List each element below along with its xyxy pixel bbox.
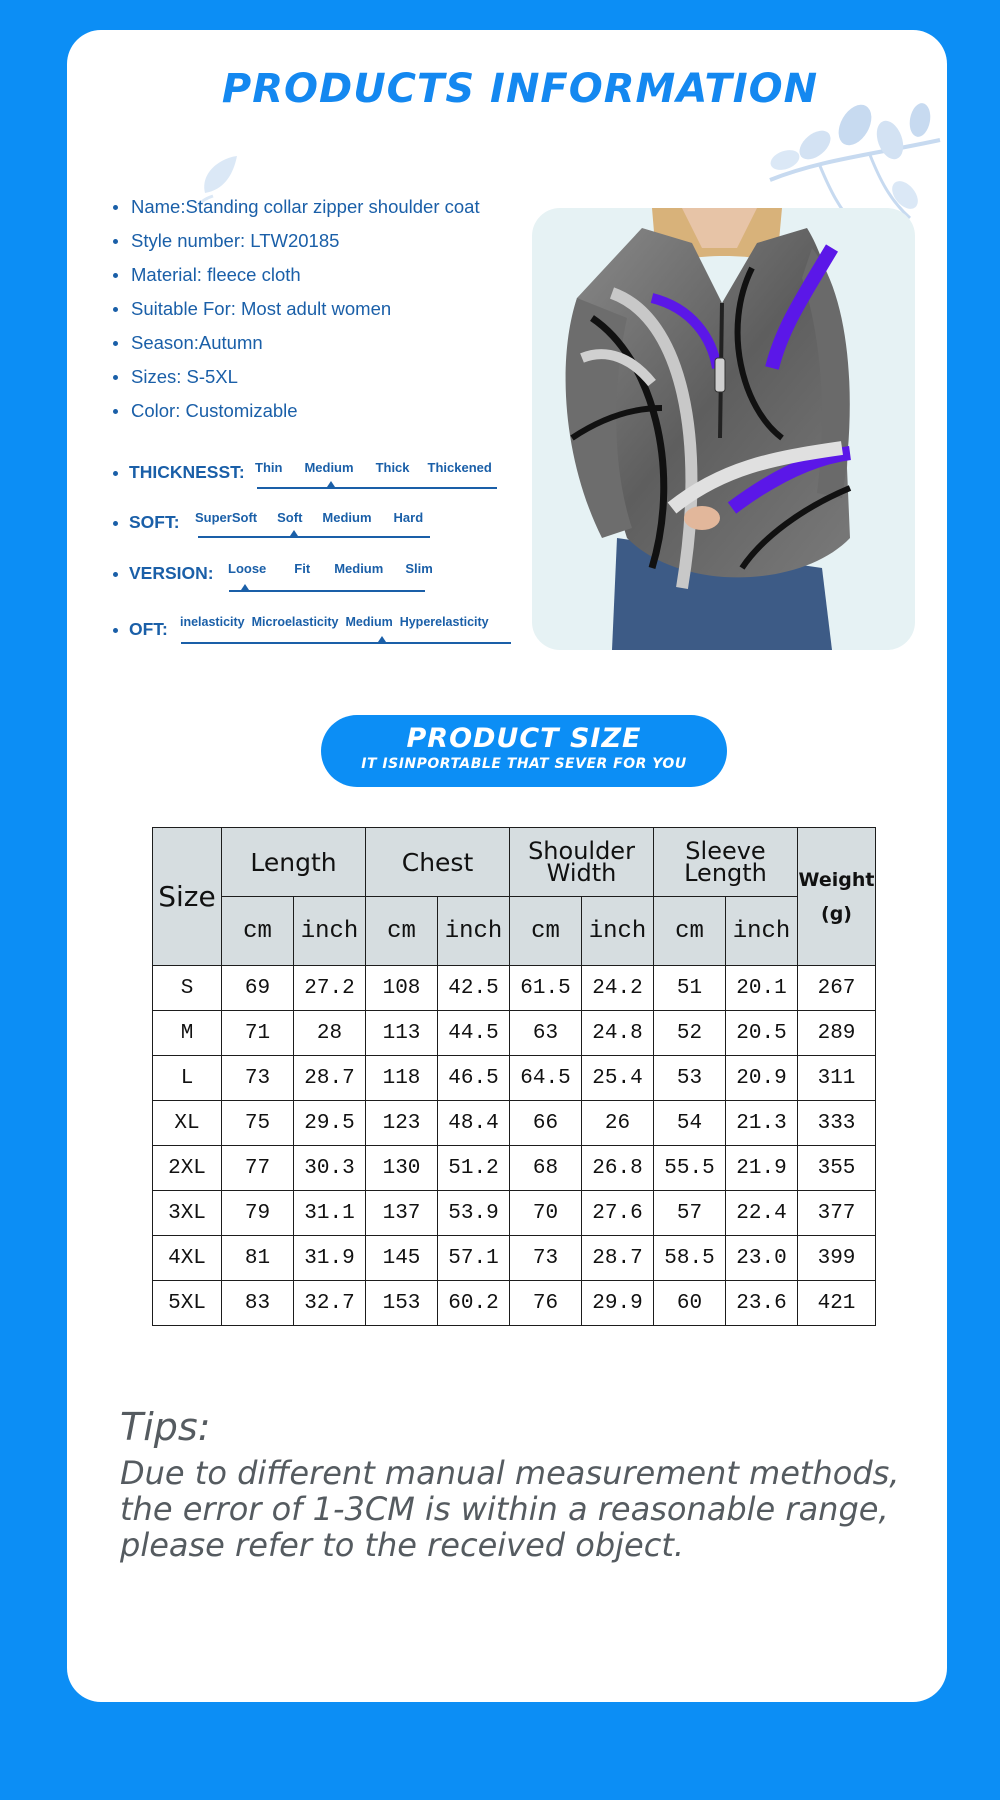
product-size-title: PRODUCT SIZE <box>406 723 642 754</box>
info-item-suitable: Suitable For: Most adult women <box>113 295 480 329</box>
table-cell: 66 <box>510 1101 582 1146</box>
size-header: Size <box>153 828 222 966</box>
table-cell: 71 <box>222 1011 294 1056</box>
table-cell: 28 <box>294 1011 366 1056</box>
info-item-color: Color: Customizable <box>113 397 480 431</box>
table-cell: 130 <box>366 1146 438 1191</box>
shoulder-width-header-line1: Shoulder <box>528 837 635 865</box>
scale-option: Slim <box>405 561 433 576</box>
table-cell: 21.9 <box>726 1146 798 1191</box>
length-header: Length <box>222 828 366 897</box>
table-cell: 51.2 <box>438 1146 510 1191</box>
sleeve-length-header-line1: Sleeve <box>685 837 766 865</box>
table-cell: 60.2 <box>438 1281 510 1326</box>
table-cell: M <box>153 1011 222 1056</box>
table-row <box>153 1281 876 1326</box>
table-row <box>153 1011 876 1056</box>
table-cell: 20.5 <box>726 1011 798 1056</box>
product-size-banner <box>321 715 727 787</box>
table-cell: 23.6 <box>726 1281 798 1326</box>
table-cell: 113 <box>366 1011 438 1056</box>
table-cell: 57 <box>654 1191 726 1236</box>
size-table <box>152 827 876 1326</box>
table-cell: 53.9 <box>438 1191 510 1236</box>
tips-line: Due to different manual measurement methods, <box>120 1454 900 1492</box>
table-cell: 63 <box>510 1011 582 1056</box>
table-cell: 377 <box>798 1191 876 1236</box>
scale-option: Hard <box>393 510 424 525</box>
table-cell: 44.5 <box>438 1011 510 1056</box>
shoulder-width-header-line2: Width <box>546 859 617 887</box>
table-cell: 311 <box>798 1056 876 1101</box>
unit-inch: inch <box>294 897 366 966</box>
scale-option: Medium <box>345 615 393 629</box>
table-row <box>153 1236 876 1281</box>
table-cell: 28.7 <box>294 1056 366 1101</box>
table-cell: 70 <box>510 1191 582 1236</box>
table-cell: 54 <box>654 1101 726 1146</box>
weight-header-label: Weight <box>798 868 875 891</box>
table-cell: 2XL <box>153 1146 222 1191</box>
table-cell: 153 <box>366 1281 438 1326</box>
table-cell: 58.5 <box>654 1236 726 1281</box>
shoulder-width-header <box>510 828 654 897</box>
table-cell: 32.7 <box>294 1281 366 1326</box>
table-cell: 137 <box>366 1191 438 1236</box>
scale-option: Thin <box>255 460 283 475</box>
table-cell: 108 <box>366 966 438 1011</box>
table-cell: 29.9 <box>582 1281 654 1326</box>
info-item-name: Name:Standing collar zipper shoulder coat <box>113 193 480 227</box>
table-cell: 29.5 <box>294 1101 366 1146</box>
table-cell: 267 <box>798 966 876 1011</box>
scale-version-label: VERSION: <box>113 563 214 584</box>
scale-option: Soft <box>277 510 303 525</box>
table-cell: 68 <box>510 1146 582 1191</box>
tips-title: Tips: <box>120 1405 211 1449</box>
product-photo <box>532 208 915 650</box>
table-cell: 355 <box>798 1146 876 1191</box>
table-cell: 30.3 <box>294 1146 366 1191</box>
table-cell: 24.8 <box>582 1011 654 1056</box>
table-cell: 57.1 <box>438 1236 510 1281</box>
table-cell: 42.5 <box>438 966 510 1011</box>
scale-option: Thick <box>375 460 410 475</box>
scale-option: Medium <box>334 561 384 576</box>
table-cell: L <box>153 1056 222 1101</box>
table-cell: 25.4 <box>582 1056 654 1101</box>
table-cell: 28.7 <box>582 1236 654 1281</box>
table-cell: S <box>153 966 222 1011</box>
table-cell: 60 <box>654 1281 726 1326</box>
unit-cm: cm <box>510 897 582 966</box>
tips-line: please refer to the received object. <box>120 1526 685 1564</box>
table-cell: 64.5 <box>510 1056 582 1101</box>
scale-option: Medium <box>304 460 354 475</box>
scale-option: Loose <box>228 561 267 576</box>
scale-line <box>229 590 425 592</box>
info-item-season: Season:Autumn <box>113 329 480 363</box>
table-cell: 27.2 <box>294 966 366 1011</box>
scale-option: Microelasticity <box>251 615 339 629</box>
table-cell: 31.9 <box>294 1236 366 1281</box>
unit-cm: cm <box>366 897 438 966</box>
page-title: PRODUCTS INFORMATION <box>221 66 819 112</box>
scale-option: SuperSoft <box>195 510 258 525</box>
unit-inch: inch <box>726 897 798 966</box>
unit-cm: cm <box>222 897 294 966</box>
chest-header: Chest <box>366 828 510 897</box>
table-cell: 23.0 <box>726 1236 798 1281</box>
tips-section <box>120 1405 940 1563</box>
table-cell: 79 <box>222 1191 294 1236</box>
weight-header-unit: (g) <box>821 902 852 925</box>
table-cell: 333 <box>798 1101 876 1146</box>
table-cell: 69 <box>222 966 294 1011</box>
scale-option: inelasticity <box>180 615 245 629</box>
table-row <box>153 1101 876 1146</box>
table-cell: 21.3 <box>726 1101 798 1146</box>
table-row <box>153 1146 876 1191</box>
table-cell: 48.4 <box>438 1101 510 1146</box>
table-cell: 3XL <box>153 1191 222 1236</box>
table-cell: 83 <box>222 1281 294 1326</box>
sleeve-length-header-line2: Length <box>684 859 767 887</box>
info-item-sizes: Sizes: S-5XL <box>113 363 480 397</box>
product-size-subtitle: IT ISINPORTABLE THAT SEVER FOR YOU <box>361 756 687 772</box>
scale-option: Thickened <box>427 460 492 475</box>
table-cell: 4XL <box>153 1236 222 1281</box>
scale-line <box>181 642 511 644</box>
info-item-material: Material: fleece cloth <box>113 261 480 295</box>
table-cell: XL <box>153 1101 222 1146</box>
tips-line: the error of 1-3CM is within a reasonable range, <box>120 1490 889 1528</box>
table-cell: 75 <box>222 1101 294 1146</box>
scale-option: Fit <box>294 561 311 576</box>
unit-inch: inch <box>582 897 654 966</box>
table-cell: 76 <box>510 1281 582 1326</box>
unit-cm: cm <box>654 897 726 966</box>
table-row <box>153 1056 876 1101</box>
table-cell: 61.5 <box>510 966 582 1011</box>
scale-soft-label: SOFT: <box>113 512 180 533</box>
table-cell: 289 <box>798 1011 876 1056</box>
table-cell: 24.2 <box>582 966 654 1011</box>
table-cell: 73 <box>222 1056 294 1101</box>
weight-header <box>798 828 876 966</box>
table-cell: 55.5 <box>654 1146 726 1191</box>
table-cell: 123 <box>366 1101 438 1146</box>
sleeve-length-header <box>654 828 798 897</box>
scale-option: Medium <box>322 510 372 525</box>
table-cell: 5XL <box>153 1281 222 1326</box>
table-cell: 20.9 <box>726 1056 798 1101</box>
table-cell: 81 <box>222 1236 294 1281</box>
table-cell: 22.4 <box>726 1191 798 1236</box>
table-cell: 145 <box>366 1236 438 1281</box>
scale-line <box>257 487 497 489</box>
table-cell: 27.6 <box>582 1191 654 1236</box>
product-info-list <box>113 193 480 431</box>
scale-option: Hyperelasticity <box>399 615 489 629</box>
table-cell: 26.8 <box>582 1146 654 1191</box>
coat-illustration <box>532 208 915 650</box>
table-cell: 118 <box>366 1056 438 1101</box>
table-cell: 73 <box>510 1236 582 1281</box>
info-item-style: Style number: LTW20185 <box>113 227 480 261</box>
table-cell: 20.1 <box>726 966 798 1011</box>
table-row <box>153 966 876 1011</box>
table-row <box>153 1191 876 1236</box>
table-cell: 26 <box>582 1101 654 1146</box>
scale-line <box>198 536 430 538</box>
scale-thickness-label: THICKNESST: <box>113 462 245 483</box>
table-cell: 46.5 <box>438 1056 510 1101</box>
table-cell: 51 <box>654 966 726 1011</box>
scale-oft-label: OFT: <box>113 619 168 640</box>
table-cell: 52 <box>654 1011 726 1056</box>
unit-inch: inch <box>438 897 510 966</box>
table-cell: 31.1 <box>294 1191 366 1236</box>
table-cell: 399 <box>798 1236 876 1281</box>
table-cell: 53 <box>654 1056 726 1101</box>
table-cell: 421 <box>798 1281 876 1326</box>
table-cell: 77 <box>222 1146 294 1191</box>
